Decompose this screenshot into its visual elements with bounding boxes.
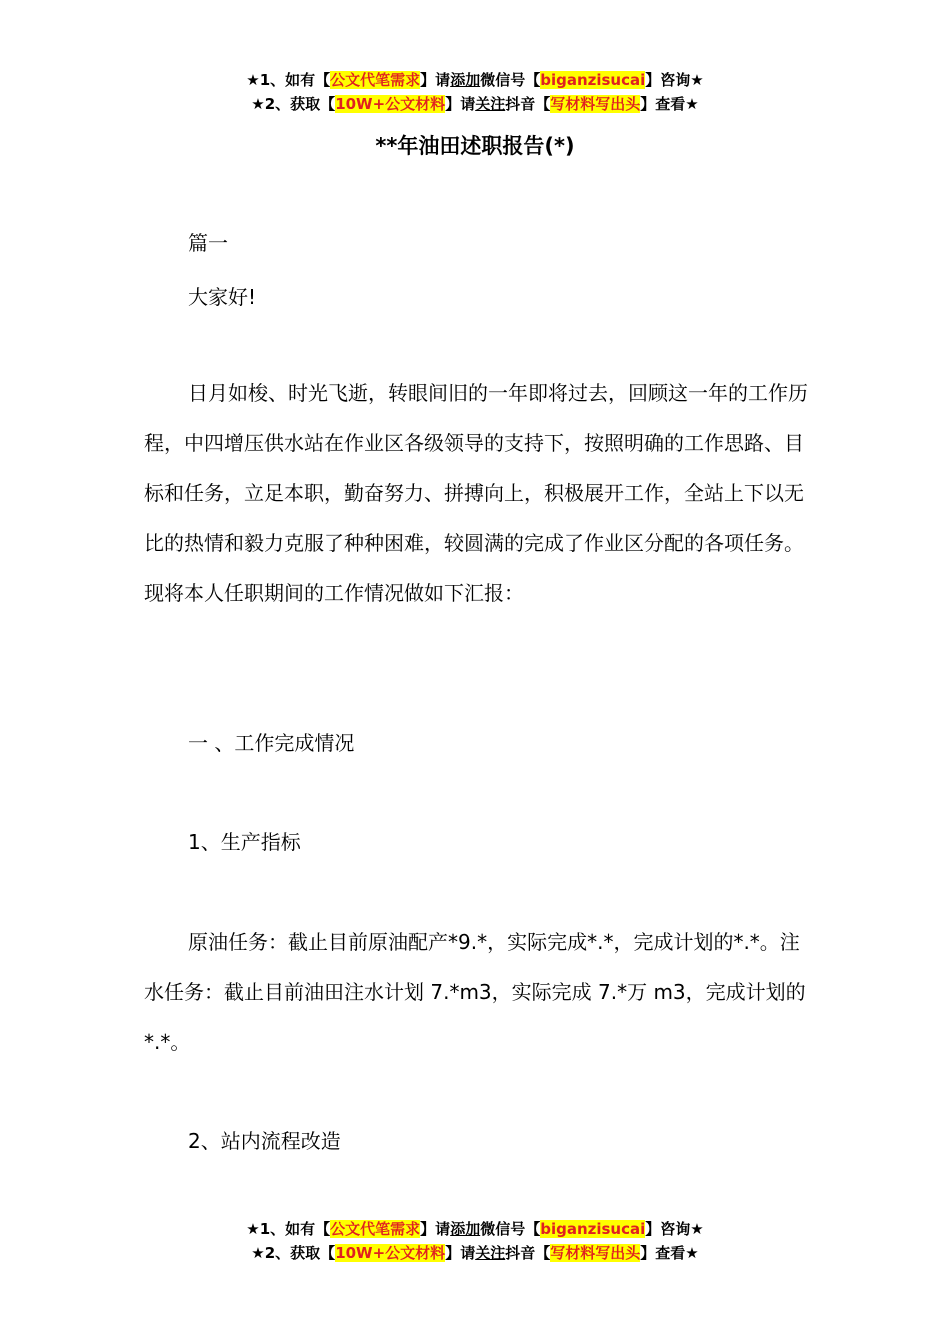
banner-line-1: ★1、如有【公文代笔需求】请添加微信号【biganzisucai】咨询★ xyxy=(246,71,704,89)
banner-line-2: ★2、获取【10W+公文材料】请关注抖音【写材料写出头】查看★ xyxy=(251,1244,699,1262)
banner-highlight: 写材料写出头 xyxy=(550,1244,641,1262)
document-title: **年油田述职报告(*) xyxy=(375,134,575,158)
banner-highlight: 写材料写出头 xyxy=(550,95,641,113)
production-paragraph: 原油任务：截止目前原油配产*9.*，实际完成*.*，完成计划的*.*。注水任务：截止目前油田注水计划 7.*m3，实际完成 7.*万 m3，完成计划的*.*。 xyxy=(144,930,806,1054)
banner-line-2: ★2、获取【10W+公文材料】请关注抖音【写材料写出头】查看★ xyxy=(251,95,699,113)
banner-highlight: biganzisucai xyxy=(540,71,646,89)
header-banner xyxy=(0,68,950,116)
subsection-heading: 2、站内流程改造 xyxy=(188,1129,341,1153)
intro-paragraph: 日月如梭、时光飞逝，转眼间旧的一年即将过去，回顾这一年的工作历程，中四增压供水站在作业区各级领导的支持下，按照明确的工作思路、目标和任务，立足本职，勤奋努力、拼搏向上，积极展开工作，全站上下以无比的热情和毅力克服了种种困难，较圆满的完成了作业区分配的各项任务。现将本人任职期间的工作情况做如下汇报： xyxy=(144,381,808,605)
banner-highlight: 公文代笔需求 xyxy=(330,71,421,89)
banner-highlight: biganzisucai xyxy=(540,1220,646,1238)
section-label: 篇一 xyxy=(188,231,228,255)
subsection-heading: 1、生产指标 xyxy=(188,830,301,854)
banner-highlight: 公文代笔需求 xyxy=(330,1220,421,1238)
greeting: 大家好! xyxy=(188,285,257,309)
banner-highlight: 10W+公文材料 xyxy=(335,95,446,113)
footer-banner xyxy=(0,1217,950,1265)
banner-line-1: ★1、如有【公文代笔需求】请添加微信号【biganzisucai】咨询★ xyxy=(246,1220,704,1238)
section-heading: 一 、工作完成情况 xyxy=(188,731,355,755)
banner-highlight: 10W+公文材料 xyxy=(335,1244,446,1262)
